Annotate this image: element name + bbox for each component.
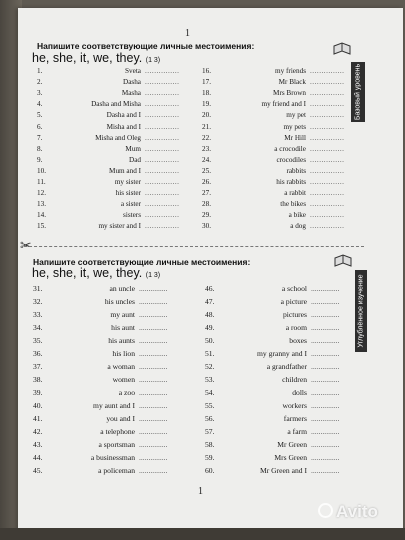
item-number: 18.: [202, 89, 211, 98]
item-word: my pets: [283, 122, 306, 131]
exercise-item: [33, 347, 183, 360]
exercise-item: [37, 66, 185, 77]
scissors-icon: ✂: [20, 239, 32, 254]
exercise-item: [37, 77, 185, 88]
answer-blank[interactable]: ...............: [310, 122, 345, 131]
item-number: 32.: [33, 297, 43, 306]
exercise-item: [33, 360, 183, 373]
exercise-item: [33, 425, 183, 438]
answer-blank[interactable]: ...............: [145, 166, 180, 175]
item-number: 4.: [37, 100, 43, 109]
item-number: 2.: [37, 78, 43, 87]
cut-line-divider: [24, 246, 364, 247]
item-number: 38.: [33, 375, 43, 384]
item-number: 51.: [205, 349, 215, 358]
item-number: 30.: [202, 222, 211, 231]
exercise-item: [37, 199, 185, 210]
exercise-item: [205, 282, 355, 295]
exercise-item: [205, 347, 355, 360]
item-number: 1.: [37, 67, 43, 75]
item-number: 8.: [37, 144, 43, 153]
book-icon: [333, 42, 351, 56]
avito-logo-icon: [318, 503, 333, 518]
item-number: 46.: [205, 284, 215, 293]
exercise-item: [33, 451, 183, 464]
item-number: 55.: [205, 401, 215, 410]
exercise-item: [205, 373, 355, 386]
answer-blank[interactable]: ...............: [311, 414, 340, 423]
exercise-item: [202, 166, 350, 177]
item-word: a sportsman: [98, 440, 135, 449]
item-word: Dad: [129, 155, 141, 164]
item-number: 26.: [202, 178, 211, 186]
item-word: Misha and I: [106, 122, 141, 131]
answer-blank[interactable]: ...............: [139, 375, 168, 384]
answer-blank[interactable]: ...............: [145, 222, 180, 231]
item-number: 58.: [205, 440, 215, 449]
item-word: Mr Green: [277, 440, 307, 449]
exercise-item: [37, 88, 185, 99]
item-word: sisters: [123, 211, 141, 220]
item-word: dolls: [292, 388, 307, 397]
item-number: 60.: [205, 466, 215, 475]
answer-blank[interactable]: ...............: [145, 133, 180, 142]
item-number: 56.: [205, 414, 215, 423]
item-number: 15.: [37, 222, 46, 231]
item-word: you and I: [106, 414, 135, 423]
exercise-item: [202, 110, 350, 121]
item-number: 31.: [33, 284, 43, 293]
answer-blank[interactable]: ...............: [310, 67, 345, 75]
item-word: women: [112, 375, 135, 384]
item-number: 27.: [202, 189, 211, 198]
item-number: 14.: [37, 211, 46, 220]
side-tab-basic-level: Базовый уровень: [351, 62, 365, 122]
exercise-item: [202, 210, 350, 221]
item-word: a sister: [120, 200, 141, 209]
answer-blank[interactable]: ...............: [310, 133, 345, 142]
exercise-item: [205, 295, 355, 308]
exercise-item: [37, 188, 185, 199]
exercise-item: [33, 412, 183, 425]
answer-blank[interactable]: ...............: [139, 297, 168, 306]
item-number: 28.: [202, 200, 211, 209]
item-number: 43.: [33, 440, 43, 449]
item-number: 9.: [37, 155, 43, 164]
item-word: Mrs Brown: [273, 89, 306, 98]
answer-blank[interactable]: ...............: [145, 89, 180, 98]
exercise-item: [33, 438, 183, 451]
item-word: Masha: [121, 89, 141, 98]
item-word: Mrs Green: [274, 453, 307, 462]
answer-blank[interactable]: ...............: [139, 284, 168, 293]
answer-blank[interactable]: ...............: [311, 453, 340, 462]
answer-blank[interactable]: ...............: [145, 111, 180, 120]
item-word: Sveta: [125, 67, 141, 75]
item-word: a zoo: [118, 388, 135, 397]
item-word: Dasha: [123, 78, 141, 87]
item-word: an uncle: [109, 284, 135, 293]
item-number: 16.: [202, 67, 211, 75]
exercise-item: [205, 451, 355, 464]
exercise-item: [205, 425, 355, 438]
exercise-item: [33, 321, 183, 334]
item-word: a dog: [290, 222, 306, 231]
item-word: Mum and I: [109, 166, 141, 175]
item-number: 29.: [202, 211, 211, 220]
item-number: 52.: [205, 362, 215, 371]
exercise-item: [205, 308, 355, 321]
exercise-item: [202, 155, 350, 166]
answer-blank[interactable]: ...............: [310, 89, 345, 98]
item-word: a telephone: [100, 427, 135, 436]
exercise-item: [205, 334, 355, 347]
answer-blank[interactable]: ...............: [310, 211, 345, 220]
exercise-item: [37, 177, 185, 188]
item-word: my granny and I: [257, 349, 307, 358]
item-word: my friend and I: [261, 100, 306, 109]
answer-blank[interactable]: ...............: [310, 78, 345, 87]
item-number: 3.: [37, 89, 43, 98]
item-word: Misha and Oleg: [95, 133, 141, 142]
item-number: 40.: [33, 401, 43, 410]
answer-blank[interactable]: ...............: [139, 401, 168, 410]
item-number: 21.: [202, 122, 211, 131]
item-number: 24.: [202, 155, 211, 164]
item-word: Mr Green and I: [259, 466, 307, 475]
answer-blank[interactable]: ...............: [145, 144, 180, 153]
item-number: 53.: [205, 375, 215, 384]
answer-blank[interactable]: ...............: [311, 466, 340, 475]
item-word: Mum: [125, 144, 141, 153]
exercise-item: [205, 412, 355, 425]
item-word: crocodiles: [276, 155, 306, 164]
exercise-item: [202, 144, 350, 155]
item-number: 41.: [33, 414, 43, 423]
exercise-item: [205, 386, 355, 399]
section1-pronouns: he, she, it, we, they. (1 3): [32, 51, 161, 65]
answer-blank[interactable]: ...............: [310, 166, 345, 175]
item-number: 11.: [37, 178, 46, 186]
exercise-item: [33, 399, 183, 412]
background-bottom: [0, 528, 405, 540]
item-word: his uncles: [104, 297, 135, 306]
item-number: 5.: [37, 111, 43, 120]
exercise-item: [205, 360, 355, 373]
item-word: his aunt: [111, 323, 135, 332]
answer-blank[interactable]: ...............: [311, 375, 340, 384]
answer-blank[interactable]: ...............: [310, 189, 345, 198]
exercise-item: [202, 99, 350, 110]
exercise-item: [37, 210, 185, 221]
answer-blank[interactable]: ...............: [310, 144, 345, 153]
item-number: 54.: [205, 388, 215, 397]
answer-blank[interactable]: ...............: [139, 453, 168, 462]
item-word: the bikes: [280, 200, 306, 209]
answer-blank[interactable]: ...............: [311, 427, 340, 436]
item-word: Dasha and Misha: [91, 100, 141, 109]
exercise-item: [37, 99, 185, 110]
answer-blank[interactable]: ...............: [139, 440, 168, 449]
page-number-bottom: 1: [198, 486, 203, 497]
exercise-item: [33, 464, 183, 477]
answer-blank[interactable]: ...............: [145, 67, 180, 75]
item-word: children: [282, 375, 307, 384]
exercise-item: [37, 133, 185, 144]
exercise-item: [205, 399, 355, 412]
item-word: a rabbit: [284, 189, 306, 198]
exercise-item: [202, 177, 350, 188]
item-number: 13.: [37, 200, 46, 209]
item-word: Mr Black: [278, 78, 306, 87]
answer-blank[interactable]: ...............: [311, 297, 340, 306]
exercise-item: [202, 221, 350, 232]
answer-blank[interactable]: ...............: [139, 323, 168, 332]
answer-blank[interactable]: ...............: [310, 222, 345, 231]
exercise-item: [205, 321, 355, 334]
answer-blank[interactable]: ...............: [145, 100, 180, 109]
exercise-item: [202, 122, 350, 133]
exercise-item: [202, 133, 350, 144]
item-word: farmers: [283, 414, 307, 423]
item-word: rabbits: [286, 166, 306, 175]
item-number: 39.: [33, 388, 43, 397]
item-word: my aunt and I: [93, 401, 135, 410]
answer-blank[interactable]: ...............: [311, 388, 340, 397]
exercise-item: [37, 155, 185, 166]
answer-blank[interactable]: ...............: [145, 211, 180, 220]
exercise-item: [37, 122, 185, 133]
answer-blank[interactable]: ...............: [145, 189, 180, 198]
item-number: 7.: [37, 133, 43, 142]
item-number: 20.: [202, 111, 211, 120]
exercise-item: [33, 334, 183, 347]
answer-blank[interactable]: ...............: [310, 100, 345, 109]
section1-instruction: Напишите соответствующие личные местоимения:: [37, 41, 255, 51]
exercise-item: [205, 438, 355, 451]
answer-blank[interactable]: ...............: [139, 414, 168, 423]
item-word: his sister: [115, 189, 141, 198]
exercise-item: [33, 295, 183, 308]
item-word: a crocodile: [274, 144, 306, 153]
item-word: a grandfather: [266, 362, 307, 371]
item-number: 12.: [37, 189, 46, 198]
exercise-item: [37, 110, 185, 121]
exercise-item: [202, 88, 350, 99]
answer-blank[interactable]: ...............: [139, 427, 168, 436]
exercise-item: [33, 308, 183, 321]
exercise-item: [202, 77, 350, 88]
item-word: boxes: [289, 336, 307, 345]
answer-blank[interactable]: ...............: [145, 178, 180, 186]
item-word: Dasha and I: [106, 111, 141, 120]
answer-blank[interactable]: ...............: [145, 200, 180, 209]
item-number: 10.: [37, 166, 46, 175]
item-number: 50.: [205, 336, 215, 345]
item-number: 35.: [33, 336, 43, 345]
answer-blank[interactable]: ...............: [139, 362, 168, 371]
item-number: 42.: [33, 427, 43, 436]
item-number: 48.: [205, 310, 215, 319]
item-number: 45.: [33, 466, 43, 475]
answer-blank[interactable]: ...............: [311, 336, 340, 345]
answer-blank[interactable]: ...............: [139, 349, 168, 358]
answer-blank[interactable]: ...............: [139, 336, 168, 345]
item-number: 19.: [202, 100, 211, 109]
item-number: 37.: [33, 362, 43, 371]
exercise-item: [37, 221, 185, 232]
item-number: 49.: [205, 323, 215, 332]
page-number-top: 1: [185, 28, 190, 39]
item-number: 59.: [205, 453, 215, 462]
answer-blank[interactable]: ...............: [311, 284, 340, 293]
answer-blank[interactable]: ...............: [310, 111, 345, 120]
item-number: 36.: [33, 349, 43, 358]
item-number: 25.: [202, 166, 211, 175]
item-word: pictures: [282, 310, 307, 319]
answer-blank[interactable]: ...............: [310, 178, 345, 186]
item-word: a picture: [280, 297, 307, 306]
answer-blank[interactable]: ...............: [311, 362, 340, 371]
item-number: 47.: [205, 297, 215, 306]
item-word: his rabbits: [276, 178, 306, 186]
item-number: 6.: [37, 122, 43, 131]
item-word: my aunt: [110, 310, 135, 319]
item-word: workers: [282, 401, 307, 410]
exercise-item: [202, 188, 350, 199]
exercise-item: [202, 66, 350, 77]
side-tab-advanced: Углублённое изучение: [355, 270, 367, 352]
answer-blank[interactable]: ...............: [311, 349, 340, 358]
item-number: 34.: [33, 323, 43, 332]
exercise-item: [33, 386, 183, 399]
exercise-item: [202, 199, 350, 210]
answer-blank[interactable]: ...............: [310, 200, 345, 209]
item-word: a woman: [107, 362, 135, 371]
section2-pronouns: he, she, it, we, they. (1 3): [32, 266, 161, 280]
item-word: my sister and I: [98, 222, 141, 231]
exercise-item: [33, 373, 183, 386]
exercise-item: [37, 166, 185, 177]
answer-blank[interactable]: ...............: [145, 122, 180, 131]
item-number: 22.: [202, 133, 211, 142]
answer-blank[interactable]: ...............: [139, 466, 168, 475]
answer-blank[interactable]: ...............: [310, 155, 345, 164]
item-word: his aunts: [108, 336, 135, 345]
item-word: his lion: [112, 349, 135, 358]
answer-blank[interactable]: ...............: [311, 310, 340, 319]
item-word: a bike: [288, 211, 306, 220]
answer-blank[interactable]: ...............: [145, 155, 180, 164]
answer-blank[interactable]: ...............: [311, 323, 340, 332]
exercise-item: [205, 464, 355, 477]
answer-blank[interactable]: ...............: [139, 388, 168, 397]
item-number: 23.: [202, 144, 211, 153]
book-icon: [334, 254, 352, 268]
item-word: a policeman: [98, 466, 135, 475]
item-word: my friends: [275, 67, 306, 75]
item-word: my pet: [286, 111, 306, 120]
answer-blank[interactable]: ...............: [311, 401, 340, 410]
exercise-item: [33, 282, 183, 295]
item-word: a school: [281, 284, 307, 293]
exercise-item: [37, 144, 185, 155]
item-word: a farm: [287, 427, 307, 436]
item-word: Mr Hill: [284, 133, 306, 142]
item-word: a room: [285, 323, 307, 332]
item-number: 17.: [202, 78, 211, 87]
item-word: my sister: [114, 178, 141, 186]
section2-instruction: Напишите соответствующие личные местоимения:: [33, 257, 251, 267]
item-number: 44.: [33, 453, 43, 462]
item-word: a businessman: [90, 453, 135, 462]
avito-watermark: Avito: [318, 502, 378, 522]
answer-blank[interactable]: ...............: [311, 440, 340, 449]
item-number: 33.: [33, 310, 43, 319]
answer-blank[interactable]: ...............: [145, 78, 180, 87]
item-number: 57.: [205, 427, 215, 436]
answer-blank[interactable]: ...............: [139, 310, 168, 319]
